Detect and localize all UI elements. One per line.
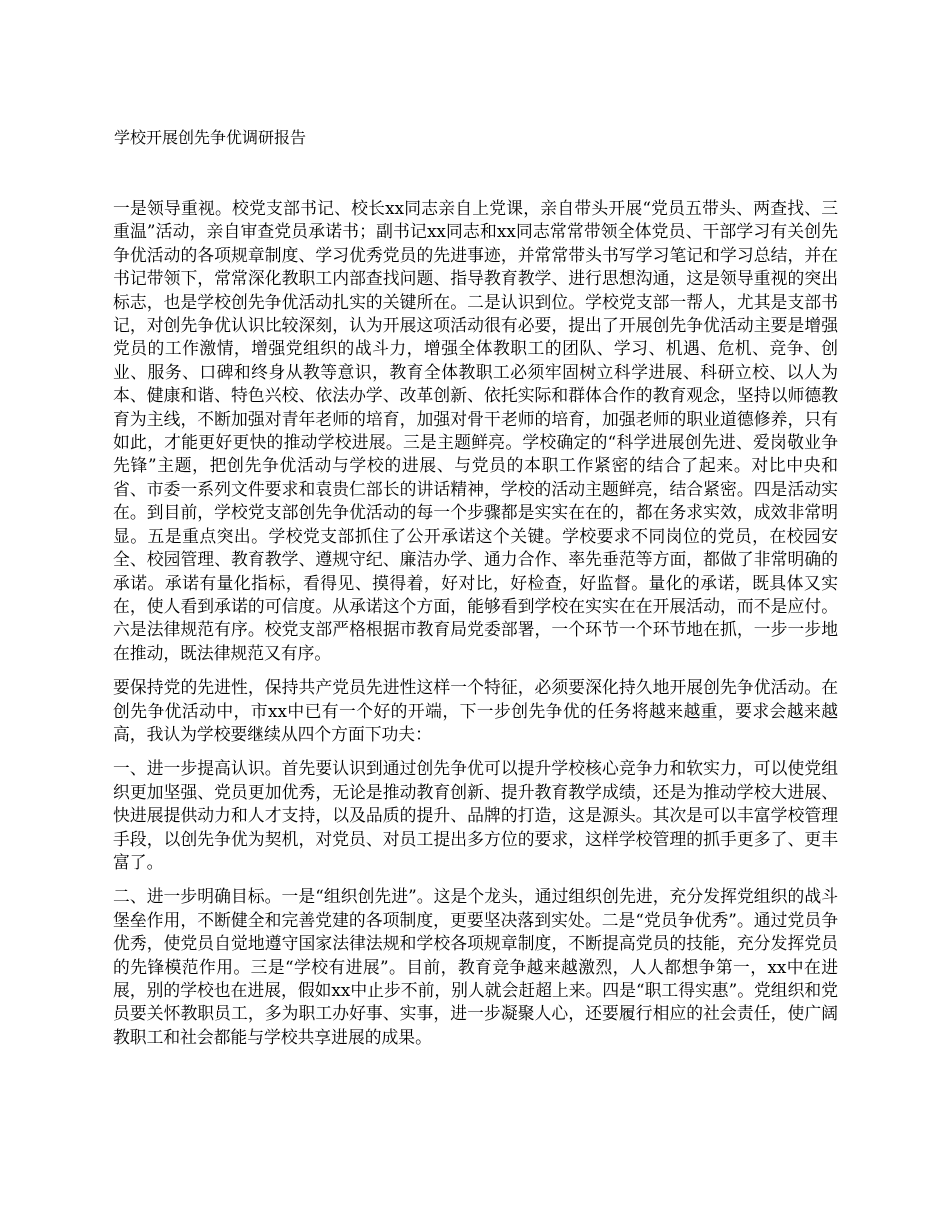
paragraph-2: 要保持党的先进性，保持共产党员先进性这样一个特征，必须要深化持久地开展创先争优活动。在创先争优活动中，市xx中已有一个好的开端，下一步创先争优的任务将越来越重，要求会越来越高，我认为学校要继续从四个方面下功夫： <box>113 677 838 744</box>
document-title: 学校开展创先争优调研报告 <box>114 128 307 147</box>
paragraph-1: 一是领导重视。校党支部书记、校长xx同志亲自上党课，亲自带头开展“党员五带头、两查找、三重温”活动，亲自审查党员承诺书；副书记xx同志和xx同志常常带领全体党员、干部学习有关创先争优活动的各项规章制度、学习优秀党员的先进事迹，并常常带头书写学习笔记和学习总结，并在书记带领下，常常深化教职工内部查找问题、指导教育教学、进行思想沟通，这是领导重视的突出标志，也是学校创先争优活动扎实的关键所在。二是认识到位。学校党支部一帮人，尤其是支部书记，对创先争优认识比较深刻，认为开展这项活动很有必要，提出了开展创先争优活动主要是增强党员的工作激情，增强党组织的战斗力，增强全体教职工的团队、学习、机遇、危机、竞争、创业、服务、口碑和终身从教等意识，教育全体教职工必须牢固树立科学进展、科研立校、以人为本、健康和谐、特色兴校、依法办学、改革创新、依托实际和群体合作的教育观念，坚持以师德教育为主线，不断加强对青年老师的培育，加强对骨干老师的培育，加强老师的职业道德修养，只有如此，才能更好更快的推动学校进展。三是主题鲜亮。学校确定的“科学进展创先进、爱岗敬业争先锋”主题，把创先争优活动与学校的进展、与党员的本职工作紧密的结合了起来。对比中央和省、市委一系列文件要求和袁贵仁部长的讲话精神，学校的活动主题鲜亮，结合紧密。四是活动实在。到目前，学校党支部创先争优活动的每一个步骤都是实实在在的，都在务求实效，成效非常明显。五是重点突出。学校党支部抓住了公开承诺这个关键。学校要求不同岗位的党员，在校园安全、校园管理、教育教学、遵规守纪、廉洁办学、通力合作、率先垂范等方面，都做了非常明确的承诺。承诺有量化指标，看得见、摸得着，好对比，好检查，好监督。量化的承诺，既具体又实在，使人看到承诺的可信度。从承诺这个方面，能够看到学校在实实在在开展活动，而不是应付。六是法律规范有序。校党支部严格根据市教育局党委部署，一个环节一个环节地在抓，一步一步地在推动，既法律规范又有序。 <box>113 198 838 663</box>
document-body <box>113 197 838 1060</box>
paragraph-3: 一、进一步提高认识。首先要认识到通过创先争优可以提升学校核心竞争力和软实力，可以使党组织更加坚强、党员更加优秀，无论是推动教育创新、提升教育教学成绩，还是为推动学校大进展、快进展提供动力和人才支持，以及品质的提升、品牌的打造，这是源头。其次是可以丰富学校管理手段，以创先争优为契机，对党员、对员工提出多方位的要求，这样学校管理的抓手更多了、更丰富了。 <box>113 758 838 872</box>
paragraph-4: 二、进一步明确目标。一是“组织创先进”。这是个龙头，通过组织创先进，充分发挥党组织的战斗堡垒作用，不断健全和完善党建的各项制度，更要坚决落到实处。二是“党员争优秀”。通过党员争优秀，使党员自觉地遵守国家法律法规和学校各项规章制度，不断提高党员的技能，充分发挥党员的先锋模范作用。三是“学校有进展”。目前，教育竞争越来越激烈，人人都想争第一，xx中在进展，别的学校也在进展，假如xx中止步不前，别人就会赶超上来。四是“职工得实惠”。党组织和党员要关怀教职员工，多为职工办好事、实事，进一步凝聚人心，还要履行相应的社会责任，使广阔教职工和社会都能与学校共享进展的成果。 <box>113 886 838 1047</box>
